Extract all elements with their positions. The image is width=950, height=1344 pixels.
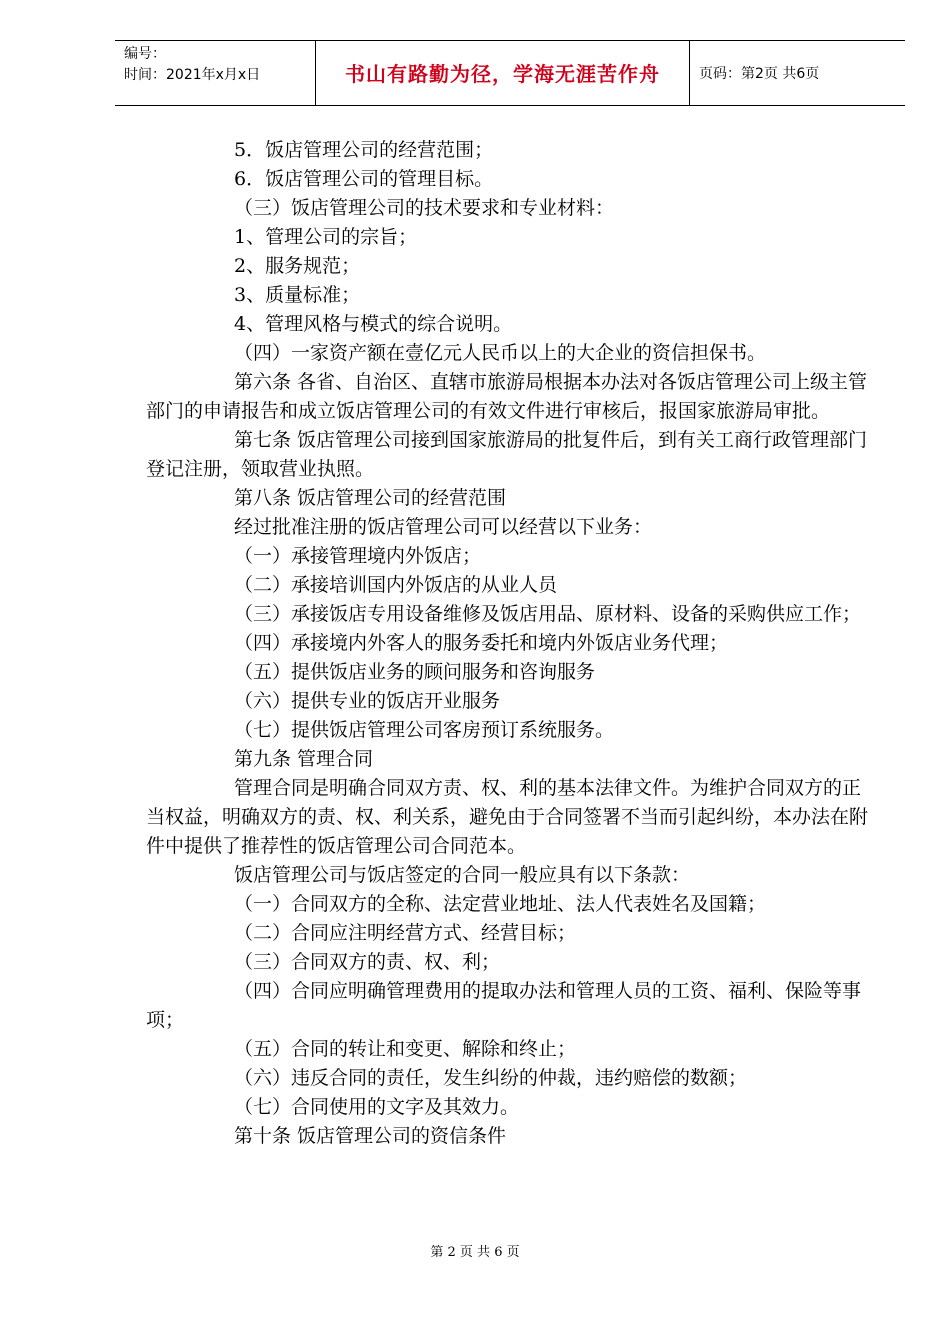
paragraph: （六）提供专业的饭店开业服务 [234,690,501,712]
paragraph: 经过批准注册的饭店管理公司可以经营以下业务： [234,516,653,538]
paragraph: （二）合同应注明经营方式、经营目标； [234,922,577,944]
header-meta [115,41,316,105]
paragraph: 2、服务规范； [234,255,361,277]
paragraph: 第八条 饭店管理公司的经营范围 [234,487,507,509]
paragraph: （六）违反合同的责任，发生纠纷的仲裁，违约赔偿的数额； [234,1067,748,1089]
paragraph: 管理合同是明确合同双方责、权、利的基本法律文件。为维护合同双方的正当权益，明确双方的责、权、利关系，避免由于合同签署不当而引起纠纷，本办法在附件中提供了推荐性的饭店管理公司合同范本。 [146,777,869,857]
paragraph: （四）一家资产额在壹亿元人民币以上的大企业的资信担保书。 [234,342,767,364]
paragraph: 第十条 饭店管理公司的资信条件 [234,1125,507,1147]
paragraph: （五）提供饭店业务的顾问服务和咨询服务 [234,661,596,683]
paragraph: （五）合同的转让和变更、解除和终止； [234,1038,577,1060]
paragraph: 6．饭店管理公司的管理目标。 [234,168,494,190]
paragraph: 1、管理公司的宗旨； [234,226,418,248]
document-body [146,136,876,1151]
paragraph: 4、管理风格与模式的综合说明。 [234,313,513,335]
paragraph: 5．饭店管理公司的经营范围； [234,139,494,161]
paragraph: （一）承接管理境内外饭店； [234,545,482,567]
paragraph: 饭店管理公司与饭店签定的合同一般应具有以下条款： [234,864,691,886]
paragraph: 第九条 管理合同 [234,748,374,770]
paragraph: （七）提供饭店管理公司客房预订系统服务。 [234,719,615,741]
document-time-label: 时间：2021年x月x日 [124,67,261,83]
paragraph: 第六条 各省、自治区、直辖市旅游局根据本办法对各饭店管理公司上级主管部门的申请报告和成立饭店管理公司的有效文件进行审核后，报国家旅游局审批。 [146,371,868,422]
page-header [115,40,905,106]
paragraph: （三）承接饭店专用设备维修及饭店用品、原材料、设备的采购供应工作； [234,603,862,625]
paragraph: 3、质量标准； [234,284,361,306]
document-number-label: 编号： [124,46,166,62]
paragraph: （二）承接培训国内外饭店的从业人员 [234,574,558,596]
paragraph: （一）合同双方的全称、法定营业地址、法人代表姓名及国籍； [234,893,767,915]
page-footer: 第 2 页 共 6 页 [430,1245,520,1260]
paragraph: （三）饭店管理公司的技术要求和专业材料： [234,197,615,219]
header-slogan: 书山有路勤为径，学海无涯苦作舟 [316,41,690,105]
paragraph: （四）合同应明确管理费用的提取办法和管理人员的工资、福利、保险等事项； [146,980,862,1031]
paragraph: （七）合同使用的文字及其效力。 [234,1096,520,1118]
header-page-number: 页码：第2页 共6页 [699,66,820,82]
paragraph: （四）承接境内外客人的服务委托和境内外饭店业务代理； [234,632,729,654]
paragraph: 第七条 饭店管理公司接到国家旅游局的批复件后，到有关工商行政管理部门登记注册，领取营业执照。 [146,429,868,480]
paragraph: （三）合同双方的责、权、利； [234,951,501,973]
